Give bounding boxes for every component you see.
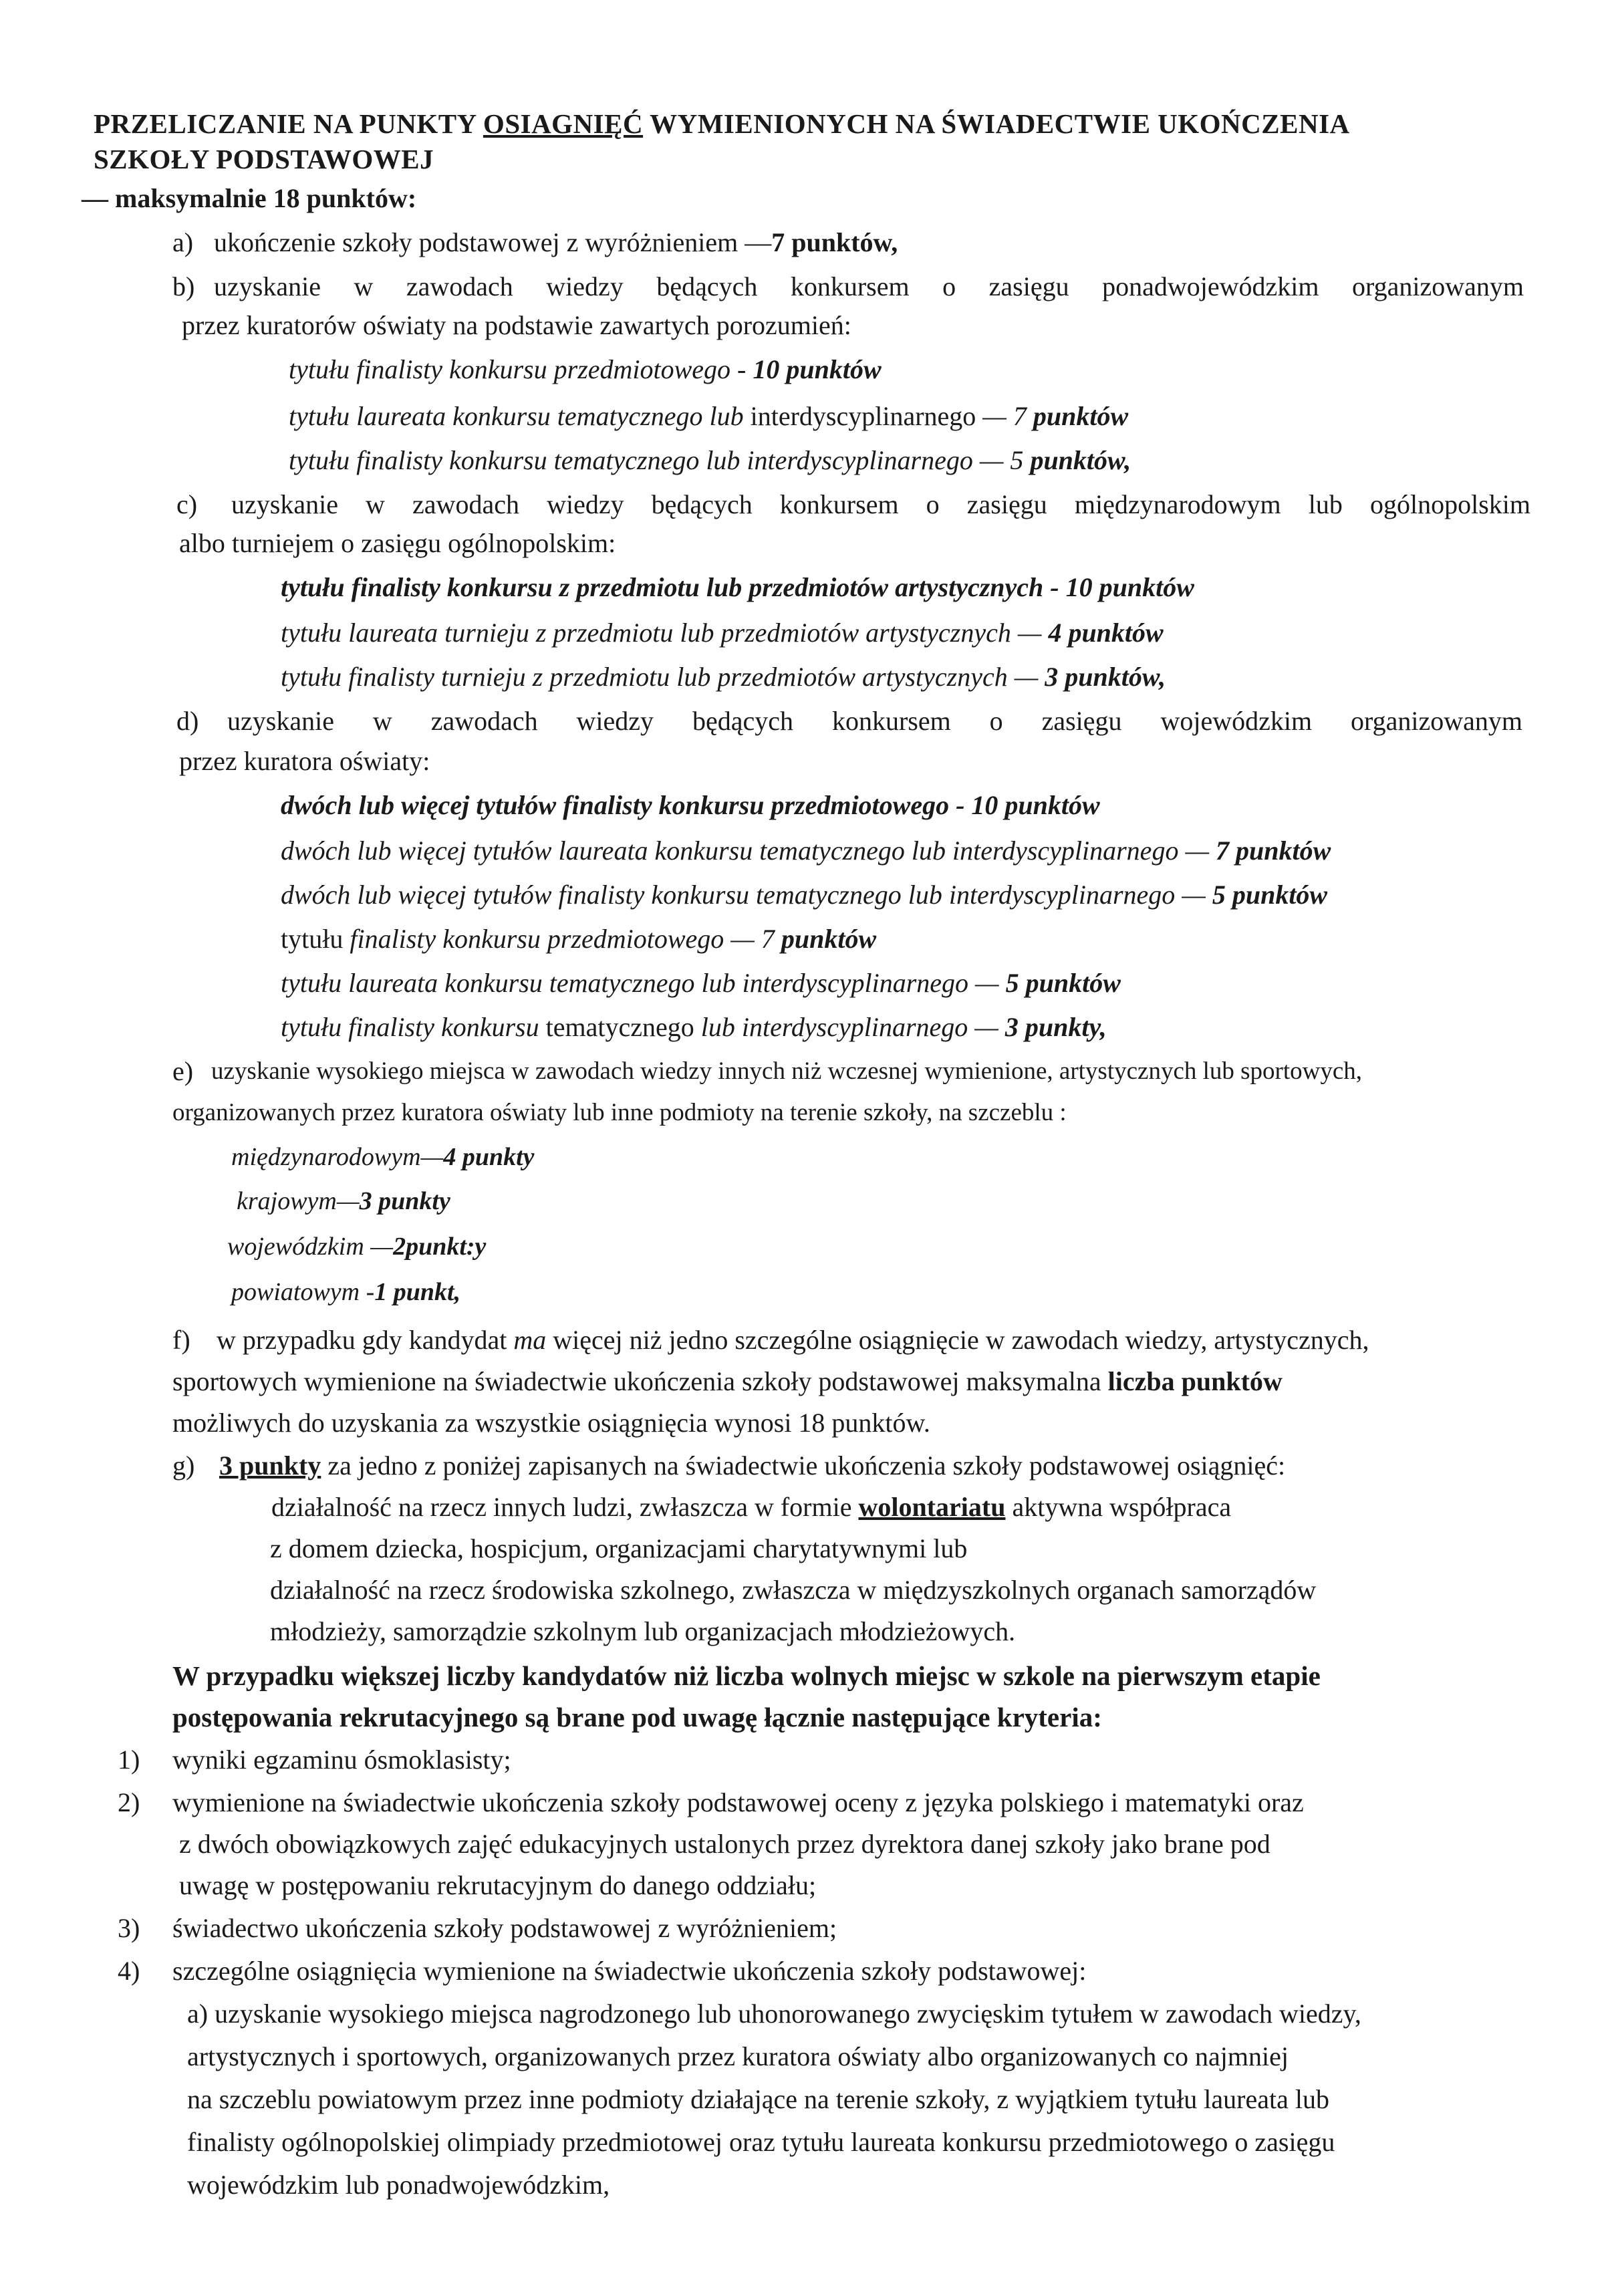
item-c-line-1: uzyskanie w zawodach wiedzy będących konkursem o zasięgu międzynarodowym lub ogólnopolskim xyxy=(231,489,1530,519)
item-e-sub-4: powiatowym -1 punkt, xyxy=(231,1278,461,1306)
item-d-sub-3: dwóch lub więcej tytułów finalisty konkursu tematycznego lub interdyscyplinarnego — 5 punktów xyxy=(281,880,1328,910)
item-c-sub-3: tytułu finalisty turnieju z przedmiotu lub przedmiotów artystycznych — 3 punktów, xyxy=(281,662,1166,692)
criterion-4a-line-5: wojewódzkim lub ponadwojewódzkim, xyxy=(187,2170,610,2200)
item-e-sub-3: wojewódzkim —2punkt:y xyxy=(227,1233,487,1261)
criterion-4a-line-2: artystycznych i sportowych, organizowanych przez kuratora oświaty albo organizowanych co najmniej xyxy=(187,2041,1289,2071)
criteria-intro-line-1: W przypadku większej liczby kandydatów niż liczba wolnych miejsc w szkole na pierwszym etapie xyxy=(172,1660,1321,1691)
item-g-line-3: z domem dziecka, hospicjum, organizacjami charytatywnymi lub xyxy=(270,1533,968,1563)
item-d-sub-5: tytułu laureata konkursu tematycznego lub interdyscyplinarnego — 5 punktów xyxy=(281,968,1121,998)
criterion-2-line-2: z dwóch obowiązkowych zajęć edukacyjnych ustalonych przez dyrektora danej szkoły jako brane pod xyxy=(179,1829,1270,1859)
item-b-label: b) xyxy=(172,271,195,301)
item-e-sub-2: krajowym—3 punkty xyxy=(237,1187,450,1215)
item-b-sub-1: tytułu finalisty konkursu przedmiotowego - 10 punktów xyxy=(289,354,882,384)
criterion-2-number: 2) xyxy=(118,1787,140,1817)
item-g-line-4: działalność na rzecz środowiska szkolnego, zwłaszcza w międzyszkolnych organach samorządów xyxy=(270,1575,1317,1605)
criterion-4-number: 4) xyxy=(118,1956,140,1986)
page-title: PRZELICZANIE NA PUNKTY OSIAGNIĘĆ WYMIENIONYCH NA ŚWIADECTWIE UKOŃCZENIA xyxy=(94,108,1350,139)
item-d-sub-6: tytułu finalisty konkursu tematycznego lub interdyscyplinarnego — 3 punkty, xyxy=(281,1012,1107,1042)
item-d-sub-4: tytułu finalisty konkursu przedmiotowego — 7 punktów xyxy=(281,924,877,954)
item-e-label: e) xyxy=(172,1056,194,1086)
criterion-2-line-3: uwagę w postępowaniu rekrutacyjnym do danego oddziału; xyxy=(179,1870,817,1900)
item-d-sub-1: dwóch lub więcej tytułów finalisty konkursu przedmiotowego - 10 punktów xyxy=(281,790,1100,820)
item-f-label: f) xyxy=(172,1325,190,1355)
item-c-label: c) xyxy=(176,489,198,519)
item-e-line-2: organizowanych przez kuratora oświaty lub inne podmioty na terenie szkoły, na szczeblu : xyxy=(172,1099,1067,1126)
criterion-1-number: 1) xyxy=(118,1745,140,1775)
item-d-label: d) xyxy=(176,706,199,736)
item-d-line-1: uzyskanie w zawodach wiedzy będących konkursem o zasięgu wojewódzkim organizowanym xyxy=(227,706,1522,736)
criterion-4-text: szczególne osiągnięcia wymienione na świadectwie ukończenia szkoły podstawowej: xyxy=(172,1956,1087,1986)
criterion-4a-line-4: finalisty ogólnopolskiej olimpiady przedmiotowej oraz tytułu laureata konkursu przedmiotowego o zasięgu xyxy=(187,2127,1335,2157)
item-c-sub-2: tytułu laureata turnieju z przedmiotu lub przedmiotów artystycznych — 4 punktów xyxy=(281,618,1164,648)
item-g-label: g) xyxy=(172,1450,195,1481)
item-f-line-1: w przypadku gdy kandydat ma więcej niż jedno szczególne osiągnięcie w zawodach wiedzy, artystycznych, xyxy=(217,1325,1369,1355)
page-title-line-2: SZKOŁY PODSTAWOWEJ xyxy=(94,144,434,174)
item-b-line-1: uzyskanie w zawodach wiedzy będących konkursem o zasięgu ponadwojewódzkim organizowanym xyxy=(214,271,1524,301)
item-e-line-1: uzyskanie wysokiego miejsca w zawodach wiedzy innych niż wczesnej wymienione, artystycznych lub sportowych, xyxy=(211,1057,1363,1085)
item-e-sub-1: międzynarodowym—4 punkty xyxy=(231,1143,535,1171)
criterion-4a-line-3: na szczeblu powiatowym przez inne podmioty działające na terenie szkoły, z wyjątkiem tytułu laureata lub xyxy=(187,2084,1329,2114)
item-g-line-1: 3 punkty za jedno z poniżej zapisanych na świadectwie ukończenia szkoły podstawowej osiągnięć: xyxy=(219,1450,1286,1481)
item-b-sub-3: tytułu finalisty konkursu tematycznego lub interdyscyplinarnego — 5 punktów, xyxy=(289,445,1131,475)
item-g-line-5: młodzieży, samorządzie szkolnym lub organizacjach młodzieżowych. xyxy=(270,1616,1016,1646)
item-a-label: a) xyxy=(172,227,194,257)
item-d-line-2: przez kuratora oświaty: xyxy=(179,746,430,776)
item-c-line-2: albo turniejem o zasięgu ogólnopolskim: xyxy=(179,528,616,558)
criterion-2-line-1: wymienione na świadectwie ukończenia szkoły podstawowej oceny z języka polskiego i matematyki oraz xyxy=(172,1787,1304,1817)
item-f-line-2: sportowych wymienione na świadectwie ukończenia szkoły podstawowej maksymalna liczba punktów xyxy=(172,1366,1283,1396)
criterion-3-text: świadectwo ukończenia szkoły podstawowej z wyróżnieniem; xyxy=(172,1913,837,1943)
item-a-text: ukończenie szkoły podstawowej z wyróżnieniem —7 punktów, xyxy=(214,227,898,257)
criterion-4a-line-1: a) uzyskanie wysokiego miejsca nagrodzonego lub uhonorowanego zwycięskim tytułem w zawodach wiedzy, xyxy=(187,1999,1361,2029)
criteria-intro-line-2: postępowania rekrutacyjnego są brane pod uwagę łącznie następujące kryteria: xyxy=(172,1702,1102,1733)
max-points-heading: — maksymalnie 18 punktów: xyxy=(82,183,417,213)
item-b-sub-2: tytułu laureata konkursu tematycznego lub interdyscyplinarnego — 7 punktów xyxy=(289,401,1129,431)
item-c-sub-1: tytułu finalisty konkursu z przedmiotu lub przedmiotów artystycznych - 10 punktów xyxy=(281,572,1194,602)
item-b-line-2: przez kuratorów oświaty na podstawie zawartych porozumień: xyxy=(182,310,851,340)
criterion-1-text: wyniki egzaminu ósmoklasisty; xyxy=(172,1745,511,1775)
item-f-line-3: możliwych do uzyskania za wszystkie osiągnięcia wynosi 18 punktów. xyxy=(172,1408,930,1438)
item-g-line-2: działalność na rzecz innych ludzi, zwłaszcza w formie wolontariatu aktywna współpraca xyxy=(271,1492,1232,1522)
criterion-3-number: 3) xyxy=(118,1913,140,1943)
item-d-sub-2: dwóch lub więcej tytułów laureata konkursu tematycznego lub interdyscyplinarnego — 7 punktów xyxy=(281,836,1331,866)
